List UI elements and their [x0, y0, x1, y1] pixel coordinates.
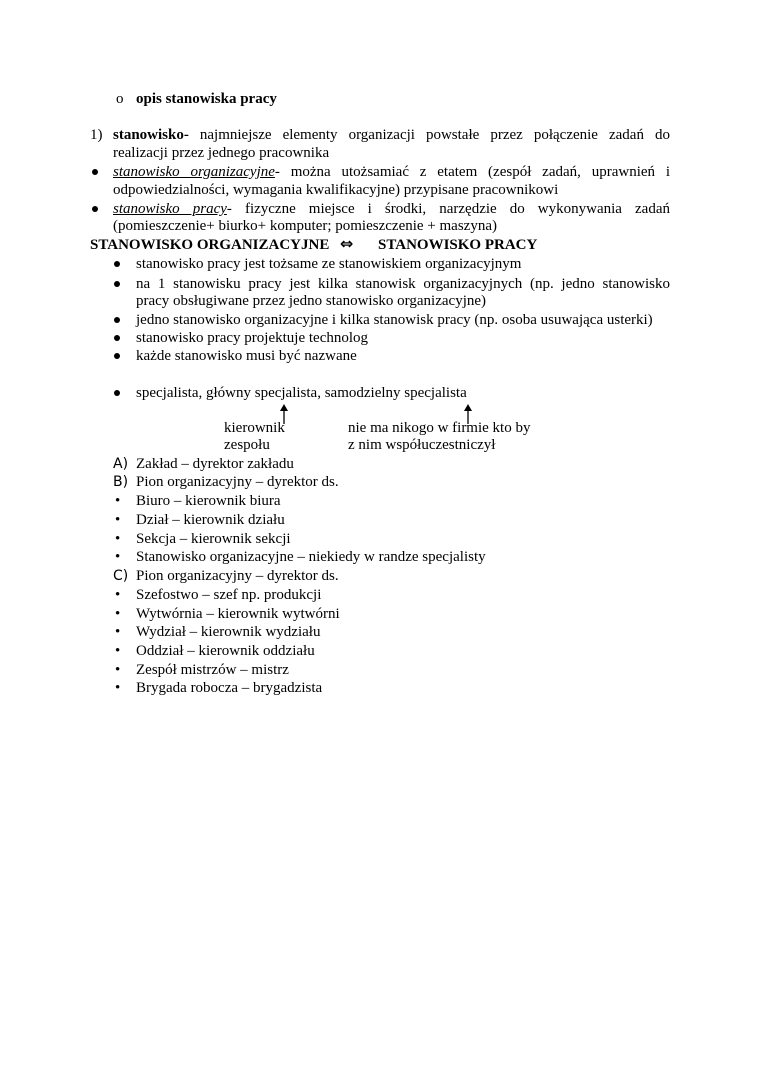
list-item: Biuro – kierownik biura: [136, 493, 281, 509]
list-marker: •: [115, 512, 121, 528]
def-org-line2: odpowiedzialności, wymagania kwalifikacyjne) przypisane pracownikowi: [113, 182, 559, 198]
bullet-icon: [114, 281, 120, 287]
list-item: Wydział – kierownik wydziału: [136, 624, 321, 640]
item1-term: stanowisko-: [113, 127, 189, 143]
list-item: Dział – kierownik działu: [136, 512, 285, 528]
def-work-line1: [113, 200, 670, 218]
list-marker: B): [113, 474, 129, 490]
list-marker: •: [115, 531, 121, 547]
item1-line1-rest: najmniejsze elementy organizacji powstałe przez połączenie zadań do: [188, 127, 670, 143]
item1-line1: [113, 126, 670, 144]
bullet-icon: [92, 169, 98, 175]
relation-item: stanowisko pracy projektuje technolog: [136, 330, 369, 346]
note-right-line1: nie ma nikogo w firmie kto by: [348, 420, 531, 436]
list-item: Oddział – kierownik oddziału: [136, 643, 315, 659]
bullet-icon: [114, 317, 120, 323]
list-item: Stanowisko organizacyjne – niekiedy w randze specjalisty: [136, 549, 486, 565]
list-item: Sekcja – kierownik sekcji: [136, 531, 291, 547]
item-number: 1): [90, 127, 103, 143]
def-org-term: stanowisko organizacyjne: [113, 164, 275, 180]
page-title: opis stanowiska pracy: [136, 91, 277, 107]
list-marker: •: [115, 643, 121, 659]
note-right-line2: z nim współuczestniczył: [348, 437, 496, 453]
list-marker: •: [115, 624, 121, 640]
relation-item: każde stanowisko musi być nazwane: [136, 348, 357, 364]
relation-item: na 1 stanowisku pracy jest kilka stanowisk organizacyjnych (np. jedno stanowisko: [136, 276, 670, 292]
list-item: Zespół mistrzów – mistrz: [136, 662, 289, 678]
bullet-icon: [114, 261, 120, 267]
def-work-term: stanowisko pracy: [113, 201, 227, 217]
def-org-line1: [113, 163, 670, 181]
relation-item: stanowisko pracy jest tożsame ze stanowiskiem organizacyjnym: [136, 256, 522, 272]
relation-right: STANOWISKO PRACY: [378, 237, 538, 253]
list-item: Pion organizacyjny – dyrektor ds.: [136, 474, 339, 490]
def-work-line1-rest: - fizyczne miejsce i środki, narzędzie do wykonywania zadań: [226, 201, 670, 217]
list-marker: •: [115, 587, 121, 603]
note-left-line1: kierownik: [224, 420, 285, 436]
list-marker: •: [115, 680, 121, 696]
relation-item: jedno stanowisko organizacyjne i kilka stanowisk pracy (np. osoba usuwająca usterki): [136, 312, 653, 328]
heading-bullet: o: [116, 91, 124, 107]
item1-line2: realizacji przez jednego pracownika: [113, 145, 330, 161]
relation-left: STANOWISKO ORGANIZACYJNE: [90, 237, 330, 253]
list-marker: •: [115, 606, 121, 622]
list-marker: •: [115, 493, 121, 509]
note-left-line2: zespołu: [224, 437, 270, 453]
list-marker: •: [115, 662, 121, 678]
bullet-icon: [114, 335, 120, 341]
list-item: Pion organizacyjny – dyrektor ds.: [136, 568, 339, 584]
def-org-line1-rest: - można utożsamiać z etatem (zespół zadań, uprawnień i: [274, 164, 670, 180]
relation-item-continuation: pracy obsługiwane przez jedno stanowisko organizacyjne): [136, 293, 487, 309]
list-marker: •: [115, 549, 121, 565]
list-marker: C): [113, 568, 129, 584]
list-item: Szefostwo – szef np. produkcji: [136, 587, 322, 603]
list-item: Zakład – dyrektor zakładu: [136, 456, 294, 472]
equivalence-icon: ⇔: [340, 234, 354, 253]
list-marker: A): [113, 456, 129, 472]
def-work-line2: (pomieszczenie+ biurko+ komputer; pomieszczenie + maszyna): [113, 218, 497, 234]
bullet-icon: [114, 390, 120, 396]
specialist-line: specjalista, główny specjalista, samodzielny specjalista: [136, 385, 467, 401]
bullet-icon: [92, 206, 98, 212]
list-item: Wytwórnia – kierownik wytwórni: [136, 606, 340, 622]
bullet-icon: [114, 353, 120, 359]
list-item: Brygada robocza – brygadzista: [136, 680, 323, 696]
